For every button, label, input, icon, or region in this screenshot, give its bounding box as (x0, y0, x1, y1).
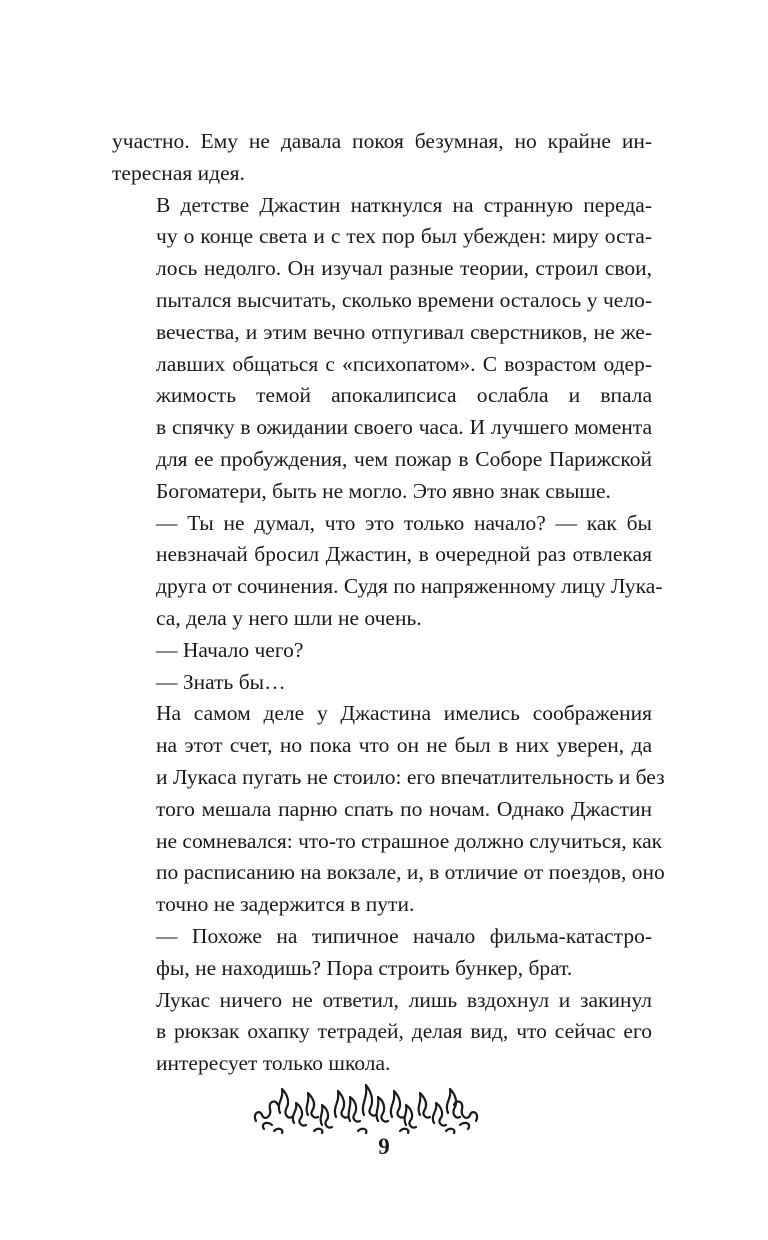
paragraph (112, 190, 652, 508)
text-line: друга от сочинения. Судя по напряженному лицу Лука- (156, 574, 663, 599)
text-line: по расписанию на вокзале, и, в отличие от поездов, оно (156, 860, 665, 885)
paragraph (112, 635, 652, 667)
text-line: участно. Ему не давала покоя безумная, но крайне ин- (112, 129, 652, 153)
text-line: чу о конце света и с тех пор был убежден: миру оста- (156, 224, 652, 249)
text-line: Лукас ничего не ответил, лишь вздохнул и закинул (156, 987, 652, 1012)
text-line: фы, не находишь? Пора строить бункер, брат. (156, 955, 573, 980)
text-line: в рюкзак охапку тетрадей, делая вид, что сейчас его (156, 1019, 652, 1044)
book-page-text (112, 126, 665, 1080)
paragraph (112, 508, 663, 635)
text-line: В детстве Джастин наткнулся на странную переда- (156, 192, 652, 217)
text-line: интересует только школа. (156, 1051, 391, 1076)
text-line: — Знать бы… (156, 669, 286, 694)
text-line: в спячку в ожидании своего часа. И лучшего момента (156, 415, 652, 440)
paragraph (112, 667, 652, 699)
text-line: На самом деле у Джастина имелись соображения (156, 701, 652, 726)
text-line: точно не задержится в пути. (156, 892, 415, 917)
page-number: 9 (378, 1134, 390, 1159)
paragraph (112, 985, 652, 1080)
text-line: тересная идея. (112, 160, 245, 185)
text-line: невзначай бросил Джастин, в очередной раз отвлекая (156, 542, 652, 567)
text-line: лавших общаться с «психопатом». С возрастом одер- (156, 351, 652, 376)
text-line: са, дела у него шли не очень. (156, 605, 422, 630)
paragraph (112, 921, 652, 985)
text-line: — Начало чего? (156, 637, 304, 662)
text-line: — Ты не думал, что это только начало? — как бы (156, 510, 652, 535)
text-line: — Похоже на типичное начало фильма-катастро- (156, 923, 652, 948)
text-line: того мешала парню спать по ночам. Однако Джастин (156, 796, 652, 821)
flame-border-ornament-icon (250, 1073, 482, 1137)
text-line: не сомневался: что-то страшное должно случиться, как (156, 828, 663, 853)
text-line: на этот счет, но пока что он не был в них уверен, да (156, 733, 652, 758)
text-line: жимость темой апокалипсиса ослабла и впала (156, 383, 652, 408)
text-line: и Лукаса пугать не стоило: его впечатлительность и без (156, 764, 665, 789)
text-line: пытался высчитать, сколько времени осталось у чело- (156, 287, 652, 312)
paragraph (112, 126, 652, 190)
paragraph (112, 698, 665, 921)
text-line: лось недолго. Он изучал разные теории, строил свои, (156, 256, 652, 281)
text-line: вечества, и этим вечно отпугивал сверстников, не же- (156, 319, 652, 344)
text-line: Богоматери, быть не могло. Это явно знак свыше. (156, 478, 611, 503)
text-line: для ее пробуждения, чем пожар в Соборе Парижской (156, 446, 652, 471)
